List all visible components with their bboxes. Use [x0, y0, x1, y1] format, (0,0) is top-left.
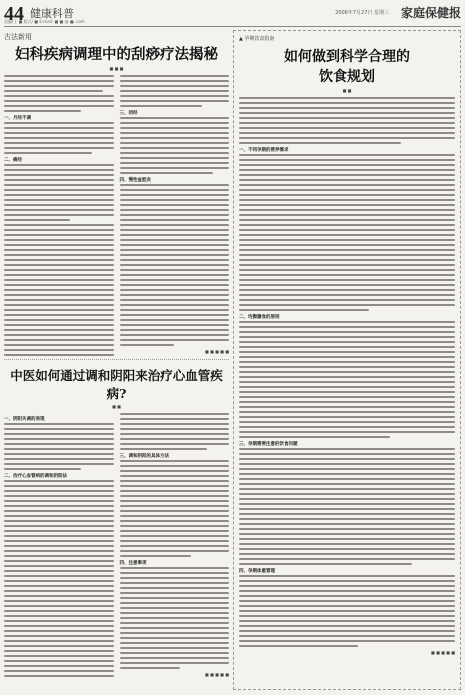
section-heading: 四、孕期体重管理	[239, 569, 275, 574]
article-signature: ■ ■ ■ ■ ■	[205, 672, 229, 677]
article-kicker: ▲ 孕期饮食指南	[239, 36, 275, 42]
issue-date: 2006年7月27日 星期三	[335, 10, 389, 16]
body-text-block	[239, 321, 455, 438]
section-heading: 一、月经不调	[4, 116, 31, 121]
body-text-block	[120, 460, 230, 557]
article-signature: ■ ■ ■ ■ ■	[205, 349, 229, 354]
section-heading: 一、不同孕期的营养需求	[239, 148, 289, 153]
section-heading: 三、调和阴阳的具体方法	[119, 454, 169, 459]
body-text-block	[120, 184, 230, 346]
article-body	[4, 413, 229, 680]
body-text-block	[120, 567, 230, 669]
body-text-block	[239, 575, 455, 647]
article-title: 中医如何通过调和阴阳来治疗心血管疾病?	[10, 368, 223, 401]
article-title: 妇科疾病调理中的刮痧疗法揭秘	[15, 46, 218, 63]
body-text-block	[120, 413, 230, 450]
newspaper-brand: 家庭保健报	[400, 6, 461, 20]
page-header	[4, 3, 461, 27]
page-number: 44	[4, 3, 24, 25]
body-text-block	[239, 97, 455, 144]
section-heading: 四、慢性盆腔炎	[119, 178, 151, 183]
body-text-block	[4, 480, 114, 677]
body-text-block	[120, 117, 230, 174]
editor-meta: 责编/王 ■ 版式/ ■ E-mail: ■ ■ @ ■ .com	[4, 19, 85, 24]
section-heading: 三、闭经	[119, 111, 138, 116]
body-text-block	[239, 154, 455, 311]
article-signature: ■ ■ ■ ■ ■	[431, 650, 455, 655]
article-title-line2: 饮食规划	[319, 69, 375, 85]
article-byline: ■ ■	[112, 404, 121, 409]
section-heading: 四、注意事项	[119, 561, 147, 566]
article-byline: ■ ■ ■	[109, 66, 124, 71]
section-heading: 二、均衡膳食的原则	[239, 315, 280, 320]
left-column	[4, 30, 229, 690]
body-text-block	[4, 423, 114, 470]
section-name: 健康科普	[30, 7, 74, 20]
body-text-block	[4, 122, 114, 154]
body-text-block	[239, 448, 455, 565]
article-yin-yang	[4, 366, 229, 686]
article-kicker: 古法新用	[4, 33, 32, 41]
body-text-block	[4, 75, 114, 112]
body-text-block	[4, 164, 114, 360]
article-pregnancy-diet	[233, 30, 461, 690]
section-heading: 三、孕期需要注意的饮食问题	[239, 442, 298, 447]
section-heading: 二、痛经	[4, 158, 22, 163]
right-column	[233, 30, 461, 690]
section-heading: 一、阴阳失调的表现	[4, 417, 45, 422]
body-text-block	[120, 75, 230, 107]
article-gua-sha	[4, 30, 229, 360]
article-title-line1: 如何做到科学合理的	[284, 49, 410, 65]
section-heading: 二、治疗心血管病的调和阴阳法	[4, 474, 67, 479]
article-byline: ■ ■	[342, 88, 352, 93]
article-body	[4, 75, 229, 360]
